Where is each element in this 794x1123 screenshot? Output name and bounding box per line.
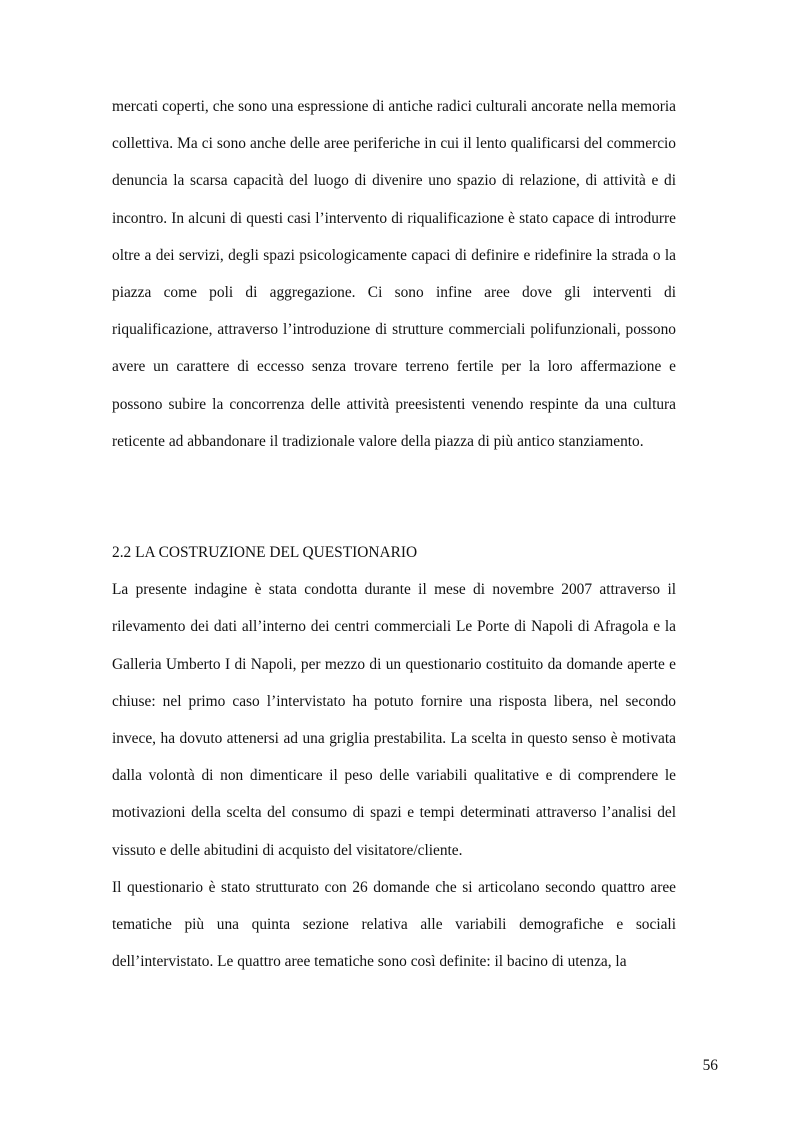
- document-page: [112, 88, 676, 980]
- section-spacer: [112, 460, 676, 534]
- body-paragraph: Il questionario è stato strutturato con 26 domande che si articolano secondo quattro aree tematiche più una quinta sezione relativa alle variabili demografiche e sociali dell’intervistato. Le quattro aree tematiche sono così definite: il bacino di utenza, la: [112, 878, 676, 971]
- body-paragraph: La presente indagine è stata condotta durante il mese di novembre 2007 attraverso il rilevamento dei dati all’interno dei centri commerciali Le Porte di Napoli di Afragola e la Galleria Umberto I di Napoli, per mezzo di un questionario costituito da domande aperte e chiuse: nel primo caso l’intervistato ha potuto fornire una risposta libera, nel secondo invece, ha dovuto attenersi ad una griglia prestabilita. La scelta in questo senso è motivata dalla volontà di non dimenticare il peso delle variabili qualitative e di comprendere le motivazioni della scelta del consumo di spazi e tempi determinati attraverso l’analisi del vissuto e delle abitudini di acquisto del visitatore/cliente.: [112, 581, 676, 859]
- section-heading: 2.2 LA COSTRUZIONE DEL QUESTIONARIO: [112, 544, 418, 562]
- body-paragraph: mercati coperti, che sono una espressione di antiche radici culturali ancorate nella memoria collettiva. Ma ci sono anche delle aree periferiche in cui il lento qualificarsi del commercio denuncia la scarsa capacità del luogo di divenire uno spazio di relazione, di attività e di incontro. In alcuni di questi casi l’intervento di riqualificazione è stato capace di introdurre oltre a dei servizi, degli spazi psicologicamente capaci di definire e ridefinire la strada o la piazza come poli di aggregazione. Ci sono infine aree dove gli interventi di riqualificazione, attraverso l’introduzione di strutture commerciali polifunzionali, possono avere un carattere di eccesso senza trovare terreno fertile per la loro affermazione e possono subire la concorrenza delle attività preesistenti venendo respinte da una cultura reticente ad abbandonare il tradizionale valore della piazza di più antico stanziamento.: [112, 98, 676, 450]
- page-number: 56: [702, 1057, 718, 1074]
